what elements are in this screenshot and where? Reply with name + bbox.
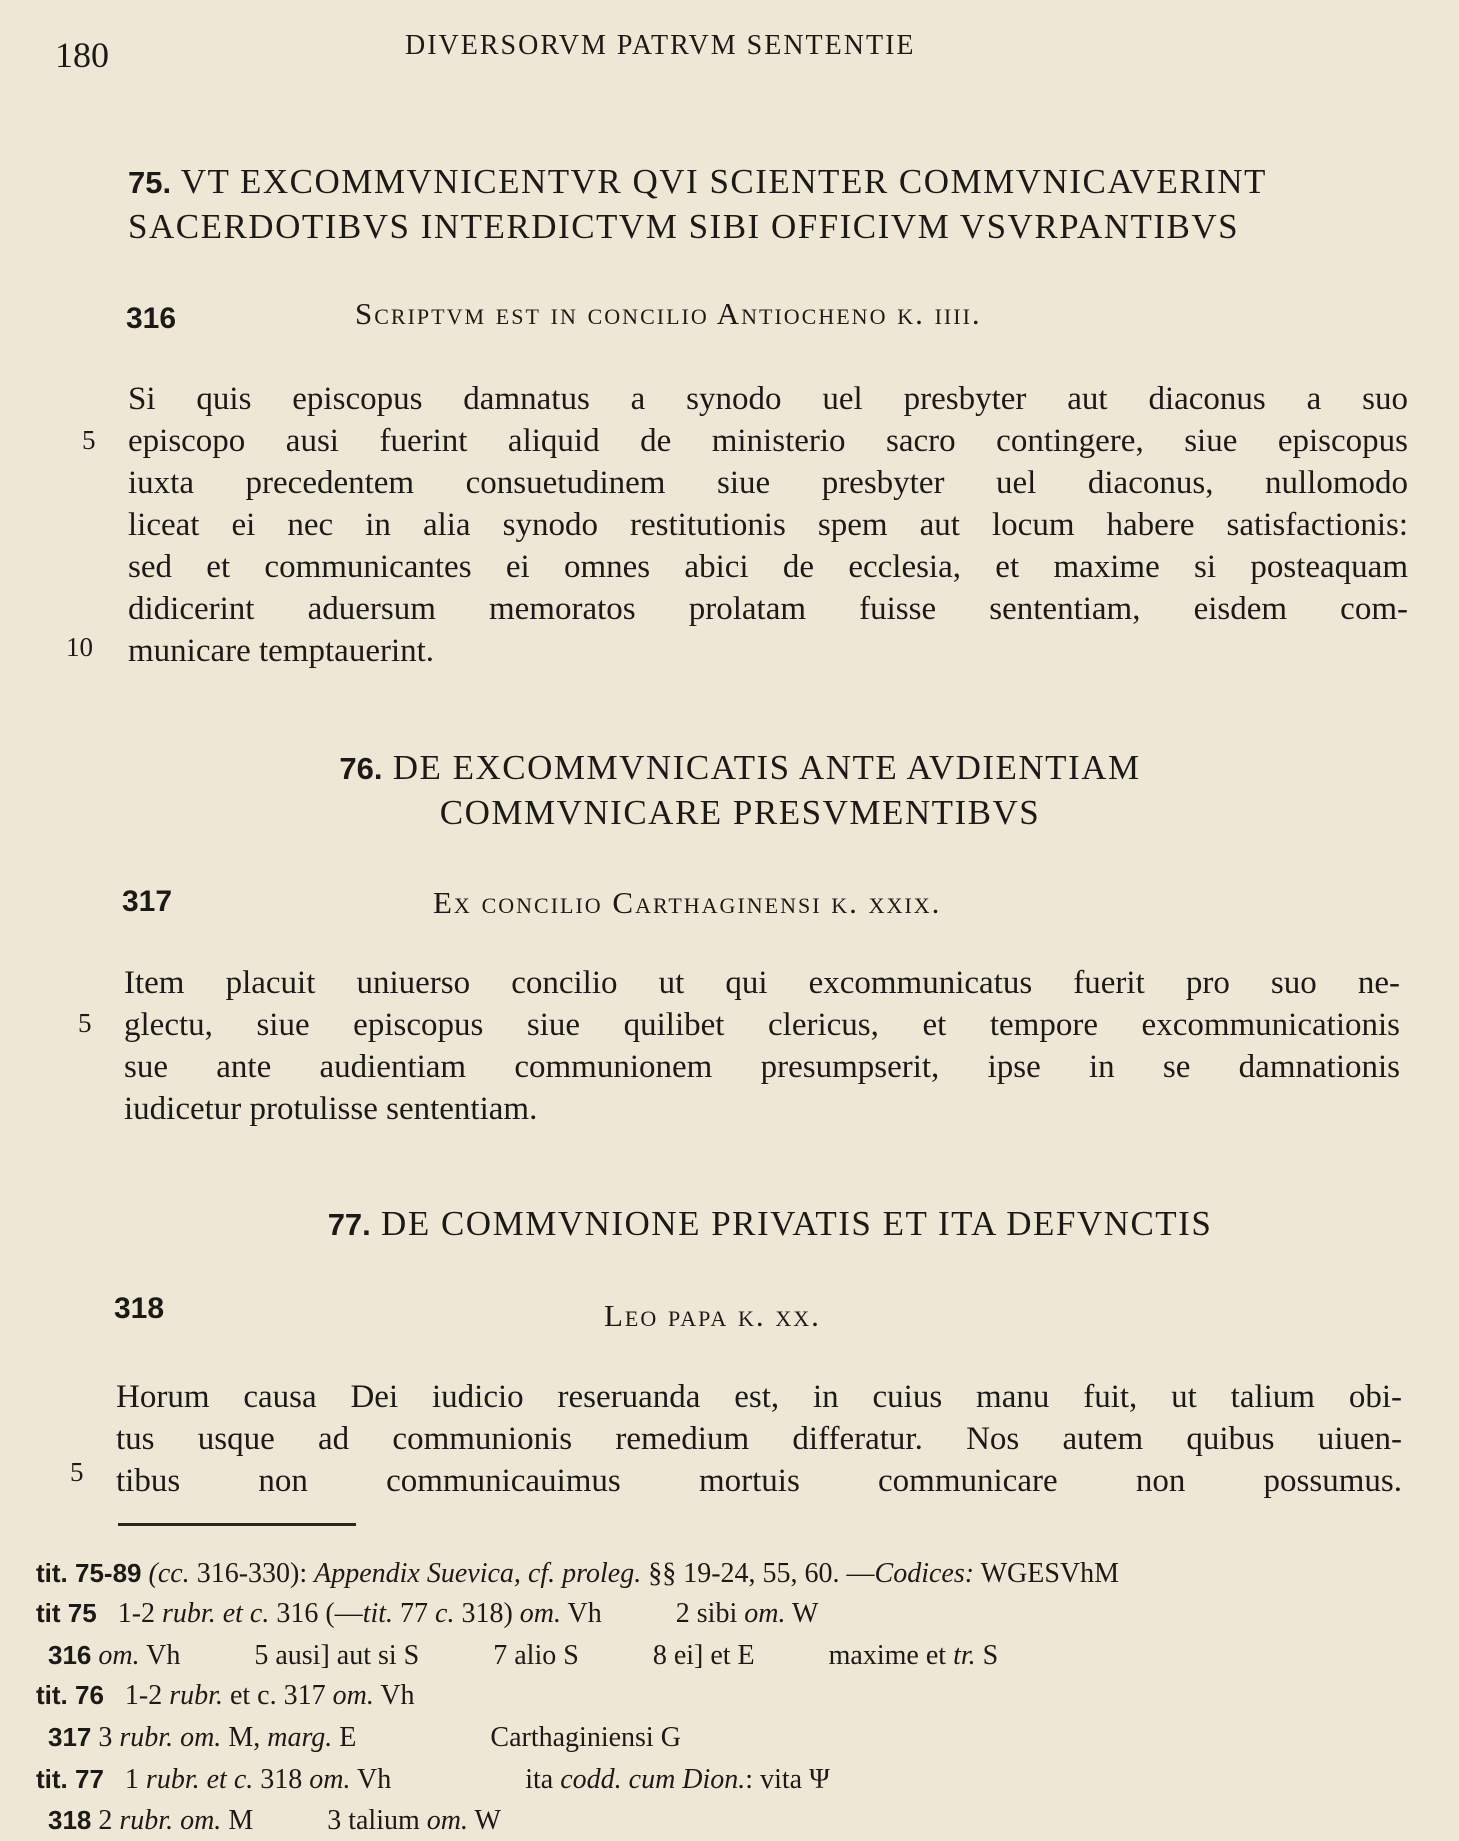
text-line: Horum causa Dei iudicio reseruanda est, in cuius manu fuit, ut talium obi-: [116, 1379, 1402, 1415]
apparatus-line: tit. 77 1 rubr. et c. 318 om. Vh ita codd. cum Dion.: vita Ψ: [36, 1764, 830, 1795]
line-number: 5: [78, 1008, 92, 1038]
text-line: Item placuit uniuerso concilio ut qui excommunicatus fuerit pro suo ne-: [124, 965, 1400, 1001]
title-76: [240, 746, 1240, 835]
title-line: VT EXCOMMVNICENTVR QVI SCIENTER COMMVNICAVERINT: [180, 162, 1267, 201]
canon-number: 316: [126, 302, 177, 335]
canon-number: 318: [114, 1292, 165, 1325]
canon-text: [128, 378, 1408, 672]
text-line: sed et communicantes ei omnes abici de ecclesia, et maxime si posteaquam: [128, 549, 1408, 585]
text-line: episcopo ausi fuerint aliquid de ministerio sacro contingere, siue episcopus: [128, 423, 1408, 459]
canon-text: [116, 1376, 1402, 1502]
title-line: SACERDOTIBVS INTERDICTVM SIBI OFFICIVM VSVRPANTIBVS: [128, 207, 1240, 246]
title-number: 77.: [327, 1207, 371, 1242]
canon-source: Scriptvm est in concilio Antiocheno k. iiii.: [355, 296, 982, 331]
apparatus-line: 318 2 rubr. om. M 3 talium om. W: [48, 1805, 501, 1836]
line-number: 5: [82, 425, 96, 455]
canon-source: Ex concilio Carthaginensi k. xxix.: [433, 885, 942, 920]
line-number: 5: [70, 1457, 84, 1487]
footnote-rule: [118, 1523, 356, 1526]
text-line: sue ante audientiam communionem presumpserit, ipse in se damnationis: [124, 1049, 1400, 1085]
apparatus-line: 317 3 rubr. om. M, marg. E Carthaginiensi G: [48, 1722, 681, 1753]
title-line: COMMVNICARE PRESVMENTIBVS: [439, 793, 1041, 832]
text-line: iuxta precedentem consuetudinem siue presbyter uel diaconus, nullomodo: [128, 465, 1408, 501]
running-title: DIVERSORVM PATRVM SENTENTIE: [405, 30, 916, 61]
title-line: DE COMMVNIONE PRIVATIS ET ITA DEFVNCTIS: [381, 1204, 1213, 1243]
title-75: [128, 160, 1413, 249]
text-line: liceat ei nec in alia synodo restitutionis spem aut locum habere satisfactionis:: [128, 507, 1408, 543]
apparatus-line: 316 om. Vh 5 ausi] aut si S 7 alio S 8 ei] et E maxime et tr. S: [48, 1640, 999, 1671]
canon-source: Leo papa k. xx.: [604, 1298, 821, 1333]
text-line: glectu, siue episcopus siue quilibet clericus, et tempore excommunicationis: [124, 1007, 1400, 1043]
page-number: 180: [55, 35, 109, 75]
apparatus-line: tit. 75-89 (cc. 316-330): Appendix Suevica, cf. proleg. §§ 19-24, 55, 60. —Codices: WGESVhM: [36, 1558, 1120, 1589]
text-line: iudicetur protulisse sententiam.: [124, 1091, 538, 1127]
text-line: tibus non communicauimus mortuis communicare non possumus.: [116, 1463, 1402, 1499]
text-line: municare temptauerint.: [128, 633, 435, 669]
canon-text: [124, 962, 1400, 1130]
text-line: didicerint aduersum memoratos prolatam fuisse sententiam, eisdem com-: [128, 591, 1408, 627]
canon-number: 317: [122, 885, 173, 918]
title-number: 75.: [128, 165, 172, 200]
apparatus-line: tit. 76 1-2 rubr. et c. 317 om. Vh: [36, 1680, 415, 1711]
apparatus-line: tit 75 1-2 rubr. et c. 316 (—tit. 77 c. 318) om. Vh 2 sibi om. W: [36, 1598, 819, 1629]
title-line: DE EXCOMMVNICATIS ANTE AVDIENTIAM: [392, 748, 1141, 787]
text-line: tus usque ad communionis remedium differatur. Nos autem quibus uiuen-: [116, 1421, 1402, 1457]
text-line: Si quis episcopus damnatus a synodo uel presbyter aut diaconus a suo: [128, 381, 1408, 417]
title-number: 76.: [339, 751, 383, 786]
line-number: 10: [66, 632, 93, 662]
title-77: [210, 1202, 1330, 1247]
